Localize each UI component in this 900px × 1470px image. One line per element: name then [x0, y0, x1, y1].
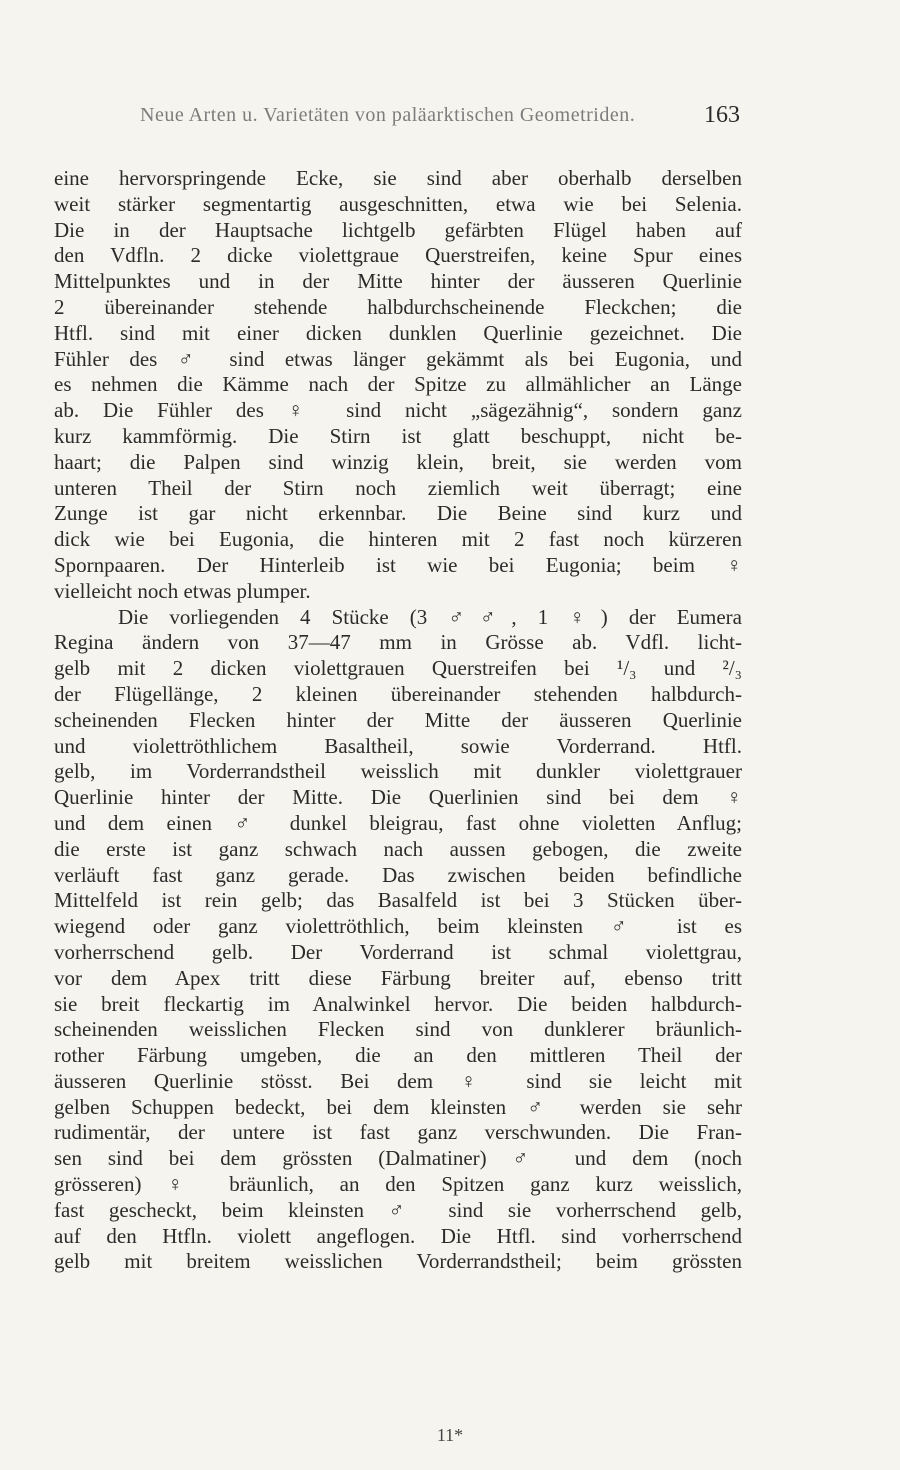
text-line: Htfl. sind mit einer dicken dunklen Querlinie gezeichnet. Die: [54, 320, 742, 345]
text-line: gelb mit 2 dicken violettgrauen Querstreifen bei ¹/₃ und ²/₃: [54, 656, 742, 681]
text-line: Mittelpunktes und in der Mitte hinter der äusseren Querlinie: [54, 269, 742, 294]
text-line: auf den Htfln. violett angeflogen. Die Htfl. sind vorherrschend: [54, 1223, 742, 1248]
text-line: äusseren Querlinie stösst. Bei dem ♀ sind sie leicht mit: [54, 1068, 742, 1093]
text-line: Spornpaaren. Der Hinterleib ist wie bei Eugonia; beim ♀: [54, 552, 742, 577]
text-line: scheinenden Flecken hinter der Mitte der äusseren Querlinie: [54, 707, 742, 732]
text-line: fast gescheckt, beim kleinsten ♂ sind sie vorherrschend gelb,: [54, 1197, 742, 1222]
text-line: und dem einen ♂ dunkel bleigrau, fast ohne violetten Anflug;: [54, 810, 742, 835]
text-line: verläuft fast ganz gerade. Das zwischen beiden befindliche: [54, 862, 742, 887]
header-title: Neue Arten u. Varietäten von paläarktischen Geometriden.: [140, 104, 636, 126]
text-line: haart; die Palpen sind winzig klein, breit, sie werden vom: [54, 449, 742, 474]
text-line: rother Färbung umgeben, die an den mittleren Theil der: [54, 1043, 742, 1068]
text-line: Querlinie hinter der Mitte. Die Querlinien sind bei dem ♀: [54, 785, 742, 810]
text-line: es nehmen die Kämme nach der Spitze zu allmählicher an Länge: [54, 372, 742, 397]
text-line: grösseren) ♀ bräunlich, an den Spitzen ganz kurz weisslich,: [54, 1172, 742, 1197]
text-line: eine hervorspringende Ecke, sie sind aber oberhalb derselben: [54, 166, 742, 190]
text-line: Die vorliegenden 4 Stücke (3 ♂♂, 1 ♀) der Eumera: [118, 604, 742, 629]
text-line: 2 übereinander stehende halbdurchscheinende Fleckchen; die: [54, 294, 742, 319]
text-line: wiegend oder ganz violettröthlich, beim kleinsten ♂ ist es: [54, 914, 742, 939]
text-line: gelben Schuppen bedeckt, bei dem kleinsten ♂ werden sie sehr: [54, 1094, 742, 1119]
text-line: ab. Die Fühler des ♀ sind nicht „sägezähnig“, sondern ganz: [54, 398, 742, 423]
text-line: sen sind bei dem grössten (Dalmatiner) ♂ und dem (noch: [54, 1146, 742, 1171]
text-line: gelb mit breitem weisslichen Vorderrandstheil; beim grössten: [54, 1249, 742, 1274]
text-line: der Flügellänge, 2 kleinen übereinander stehenden halbdurch-: [54, 681, 742, 706]
text-line: weit stärker segmentartig ausgeschnitten, etwa wie bei Selenia.: [54, 191, 742, 216]
signature-mark: 11*: [436, 1425, 464, 1445]
text-line: vorherrschend gelb. Der Vorderrand ist schmal violettgrau,: [54, 939, 742, 964]
page-number: 163: [704, 102, 740, 128]
text-line: vielleicht noch etwas plumper.: [54, 578, 311, 603]
text-line: gelb, im Vorderrandstheil weisslich mit dunkler violettgrauer: [54, 759, 742, 784]
text-line: Fühler des ♂ sind etwas länger gekämmt als bei Eugonia, und: [54, 346, 742, 371]
text-line: Mittelfeld ist rein gelb; das Basalfeld ist bei 3 Stücken über-: [54, 888, 742, 913]
text-line: die erste ist ganz schwach nach aussen gebogen, die zweite: [54, 836, 742, 861]
text-line: rudimentär, der untere ist fast ganz verschwunden. Die Fran-: [54, 1120, 742, 1145]
text-line: vor dem Apex tritt diese Färbung breiter auf, ebenso tritt: [54, 965, 742, 990]
text-line: kurz kammförmig. Die Stirn ist glatt beschuppt, nicht be-: [54, 423, 742, 448]
text-line: Regina ändern von 37—47 mm in Grösse ab. Vdfl. licht-: [54, 630, 742, 655]
text-line: und violettröthlichem Basaltheil, sowie Vorderrand. Htfl.: [54, 733, 742, 758]
text-line: scheinenden weisslichen Flecken sind von dunklerer bräunlich-: [54, 1017, 742, 1042]
text-line: den Vdfln. 2 dicke violettgraue Querstreifen, keine Spur eines: [54, 243, 742, 268]
text-line: Zunge ist gar nicht erkennbar. Die Beine sind kurz und: [54, 501, 742, 526]
running-header: [140, 100, 740, 136]
text-line: unteren Theil der Stirn noch ziemlich weit überragt; eine: [54, 475, 742, 500]
text-line: sie breit fleckartig im Analwinkel hervor. Die beiden halbdurch-: [54, 991, 742, 1016]
text-line: Die in der Hauptsache lichtgelb gefärbten Flügel haben auf: [54, 217, 742, 242]
body-text: [54, 166, 742, 1275]
text-line: dick wie bei Eugonia, die hinteren mit 2 fast noch kürzeren: [54, 527, 742, 552]
